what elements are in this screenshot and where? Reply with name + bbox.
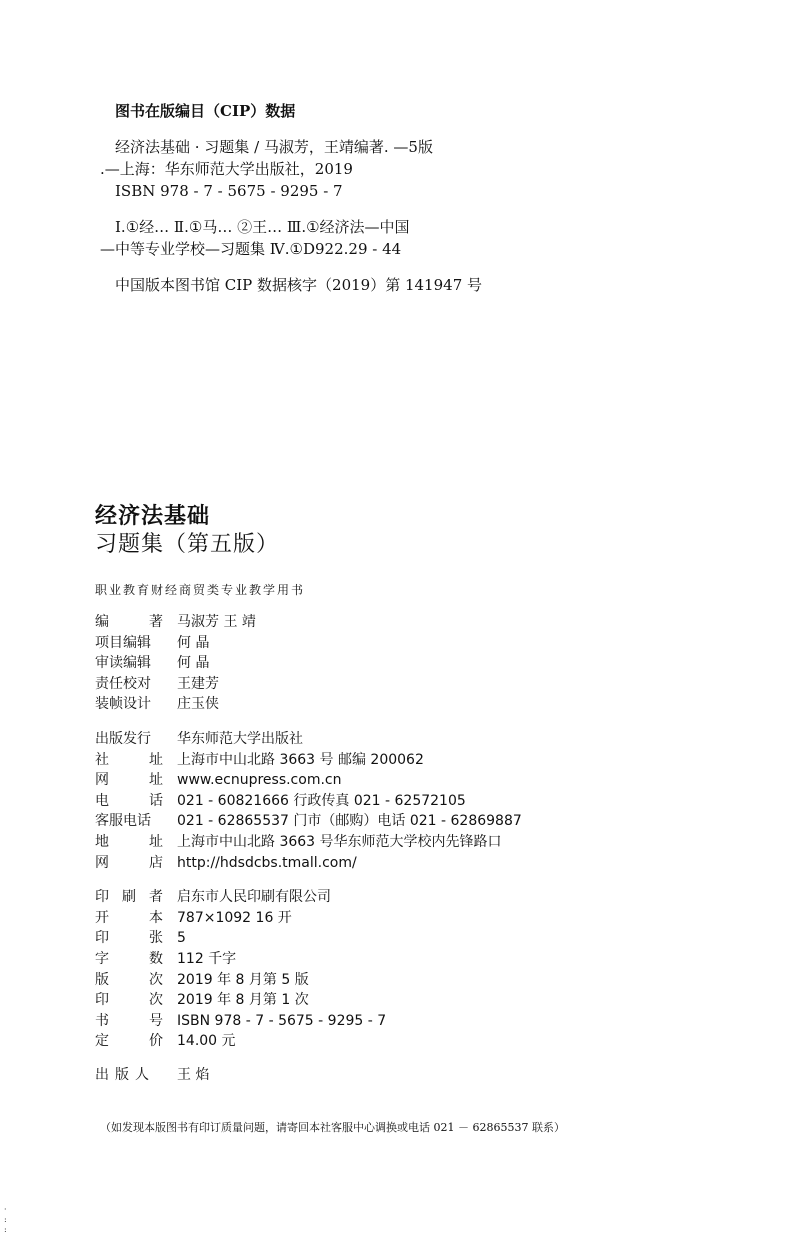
label-char: 网 <box>95 772 109 789</box>
publisher-info-row-value: 021 - 62865537 门市（邮购）电话 021 - 62869887 <box>177 813 522 830</box>
publisher-info-row-label <box>95 853 163 874</box>
series-name: 职业教育财经商贸类专业教学用书 <box>95 583 306 597</box>
credit-row <box>95 633 715 654</box>
print-info-row-label <box>95 970 163 991</box>
cip-line: Ⅰ.①经… Ⅱ.①马… ②王… Ⅲ.①经济法—中国 <box>115 218 410 236</box>
print-info-row-label <box>95 1011 163 1032</box>
label-char: 网 <box>95 854 109 871</box>
publisher-person-name: 王 焰 <box>177 1066 210 1083</box>
credit-row-value: 王建芳 <box>177 675 219 692</box>
publisher-info-row <box>95 811 715 832</box>
label-char: 址 <box>149 751 163 768</box>
publisher-info-row <box>95 791 715 812</box>
publisher-info-row <box>95 853 715 874</box>
publisher-info-row-label <box>95 832 163 853</box>
label-char: 数 <box>149 950 163 967</box>
label-char: 店 <box>149 854 163 871</box>
label-char: 电 <box>95 792 109 809</box>
print-info-row-value: 5 <box>177 930 186 947</box>
credit-row-value: 何 晶 <box>177 634 210 651</box>
cip-block <box>100 100 535 310</box>
publisher-info-list <box>95 729 715 873</box>
credit-row-label: 责任校对 <box>95 675 151 692</box>
label-char: 字 <box>95 950 109 967</box>
publisher-info-row-value: 021 - 60821666 行政传真 021 - 62572105 <box>177 792 466 809</box>
label-char: 址 <box>149 833 163 850</box>
cip-title: 图书在版编目（CIP）数据 <box>115 102 296 120</box>
cip-line: —中等专业学校—习题集 Ⅳ.①D922.29 - 44 <box>100 240 402 258</box>
label-char: 刷 <box>122 889 136 906</box>
edge-marks: · : : <box>4 1205 7 1234</box>
label-char: 社 <box>95 751 109 768</box>
print-info-row-label <box>95 949 163 970</box>
label-char: 书 <box>95 1012 109 1029</box>
label-char: 印 <box>95 930 109 947</box>
publisher-info-row-label <box>95 791 163 812</box>
print-info-row-value: 2019 年 8 月第 1 次 <box>177 992 309 1009</box>
label-char: 张 <box>149 930 163 947</box>
credit-row-value: 何 晶 <box>177 655 210 672</box>
label-char: 定 <box>95 1033 109 1050</box>
print-info-row-value: ISBN 978 - 7 - 5675 - 9295 - 7 <box>177 1012 387 1029</box>
label-char: 价 <box>149 1033 163 1050</box>
print-info-row <box>95 949 715 970</box>
print-info-row-value: 112 千字 <box>177 950 237 967</box>
publisher-info-row <box>95 750 715 771</box>
print-info-row <box>95 928 715 949</box>
credit-row-label: 审读编辑 <box>95 655 151 672</box>
print-info-list <box>95 887 715 1052</box>
cip-line: ISBN 978 - 7 - 5675 - 9295 - 7 <box>115 182 343 200</box>
print-info-row <box>95 970 715 991</box>
cip-line: .—上海：华东师范大学出版社，2019 <box>100 160 353 178</box>
label-char: 次 <box>149 992 163 1009</box>
credit-row-value: 庄玉侠 <box>177 696 219 713</box>
publisher-info-row-value: http://hdsdcbs.tmall.com/ <box>177 854 357 871</box>
label-char: 版 <box>95 971 109 988</box>
credit-row-value: 马淑芳 王 靖 <box>177 614 256 630</box>
book-subtitle: 习题集（第五版） <box>95 532 280 557</box>
print-info-row-label <box>95 908 163 929</box>
imprint-block <box>95 503 715 1084</box>
label-char: 印 <box>95 889 109 906</box>
publisher-person-label: 出版人 <box>95 1066 155 1083</box>
cip-paragraph-1 <box>100 136 535 202</box>
print-info-row-label <box>95 928 163 949</box>
print-info-row <box>95 887 715 908</box>
label-char: 址 <box>149 772 163 789</box>
cip-paragraph-3 <box>115 274 535 296</box>
cip-paragraph-2 <box>100 216 535 260</box>
publisher-info-row-value: 华东师范大学出版社 <box>177 730 303 747</box>
publisher-info-row-value: www.ecnupress.com.cn <box>177 772 342 789</box>
credit-row <box>95 694 715 715</box>
label-char: 开 <box>95 909 109 926</box>
cip-line: 经济法基础 · 习题集 / 马淑芳，王靖编著. —5版 <box>115 138 433 156</box>
label-char: 本 <box>149 909 163 926</box>
credit-row <box>95 653 715 674</box>
print-info-row <box>95 1011 715 1032</box>
publisher-info-row-value: 上海市中山北路 3663 号华东师范大学校内先锋路口 <box>177 833 502 850</box>
print-info-row-label <box>95 1031 163 1052</box>
label-char: 著 <box>149 614 163 630</box>
label-char: 话 <box>149 792 163 809</box>
quality-notice: （如发现本版图书有印订质量问题，请寄回本社客服中心调换或电话 021 － 62865537 联系） <box>100 1121 565 1134</box>
print-info-row-label <box>95 887 163 908</box>
print-info-row-value: 787×1092 16 开 <box>177 909 292 926</box>
publisher-info-row-label <box>95 750 163 771</box>
label-char: 编 <box>95 614 109 630</box>
publisher-info-row-label <box>95 770 163 791</box>
cip-record-number: 中国版本图书馆 CIP 数据核字（2019）第 141947 号 <box>115 276 483 294</box>
credit-row-label: 装帧设计 <box>95 696 151 713</box>
book-title: 经济法基础 <box>95 504 211 529</box>
credit-row <box>95 612 715 633</box>
publisher-info-row-label: 出版发行 <box>95 730 151 747</box>
label-char: 印 <box>95 992 109 1009</box>
publisher-info-row <box>95 770 715 791</box>
publisher-info-row-value: 上海市中山北路 3663 号 邮编 200062 <box>177 751 424 768</box>
credit-row-label: 项目编辑 <box>95 634 151 651</box>
print-info-row-value: 启东市人民印刷有限公司 <box>177 889 331 906</box>
label-char: 者 <box>149 889 163 906</box>
publisher-info-row <box>95 729 715 750</box>
label-char: 地 <box>95 833 109 850</box>
credits-list <box>95 612 715 715</box>
credit-row-label <box>95 612 163 633</box>
print-info-row <box>95 990 715 1011</box>
print-info-row-value: 2019 年 8 月第 5 版 <box>177 971 309 988</box>
label-char: 次 <box>149 971 163 988</box>
print-info-row-value: 14.00 元 <box>177 1033 236 1050</box>
print-info-row <box>95 908 715 929</box>
print-info-row <box>95 1031 715 1052</box>
credit-row <box>95 674 715 695</box>
publisher-info-row <box>95 832 715 853</box>
print-info-row-label <box>95 990 163 1011</box>
publisher-info-row-label: 客服电话 <box>95 813 151 830</box>
publisher-person-row <box>95 1064 715 1084</box>
label-char: 号 <box>149 1012 163 1029</box>
